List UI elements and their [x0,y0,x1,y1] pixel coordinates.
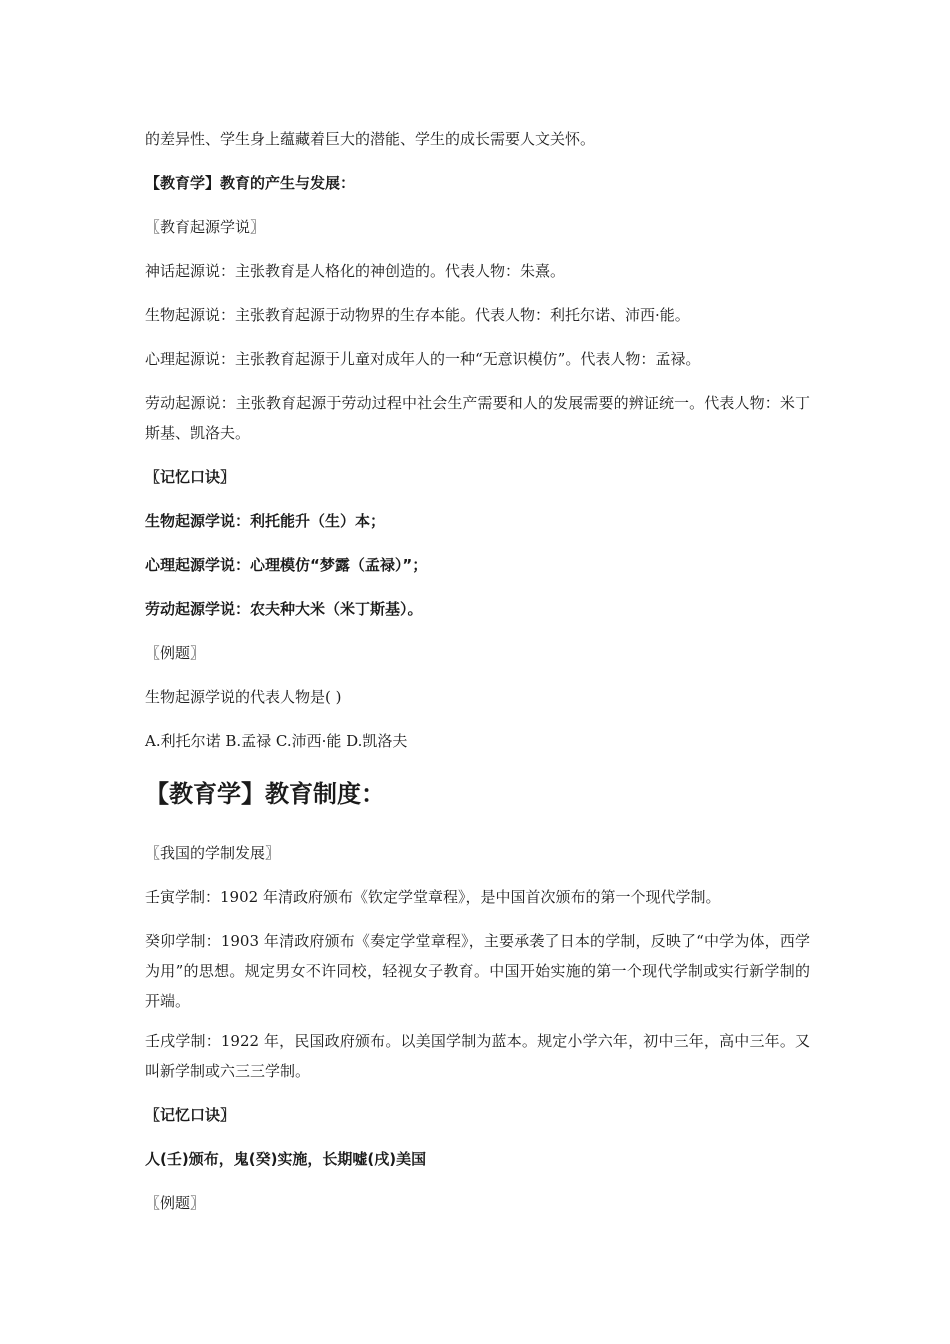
mnemonic-labor: 劳动起源学说：农夫种大米（米丁斯基）。 [145,600,423,618]
paragraph-labor-origin: 劳动起源说：主张教育起源于劳动过程中社会生产需要和人的发展需要的辨证统一。代表人物：米丁斯基、凯洛夫。 [145,394,810,442]
example-options: A.利托尔诺 B.孟禄 C.沛西·能 D.凯洛夫 [145,732,408,750]
paragraph-myth-origin: 神话起源说：主张教育是人格化的神创造的。代表人物：朱熹。 [145,262,566,280]
paragraph-biological-origin: 生物起源说：主张教育起源于动物界的生存本能。代表人物：利托尔诺、沛西·能。 [145,306,690,324]
paragraph-continuation: 的差异性、学生身上蕴藏着巨大的潜能、学生的成长需要人文关怀。 [145,130,596,148]
section-heading-system: 【教育学】教育制度： [145,780,385,808]
example-question: 生物起源学说的代表人物是( ) [145,688,342,706]
paragraph-renxu: 壬戌学制：1922 年，民国政府颁布。以美国学制为蓝本。规定小学六年，初中三年，高中三年。又叫新学制或六三三学制。 [145,1032,810,1080]
paragraph-psychological-origin: 心理起源说：主张教育起源于儿童对成年人的一种“无意识模仿”。代表人物：孟禄。 [145,350,701,368]
mnemonic-school-system: 人(壬)颁布，鬼(癸)实施，长期嘘(戌)美国 [145,1150,427,1168]
subheading-mnemonic-2: 〖记忆口诀〗 [145,1106,236,1124]
subheading-school-system: 〖我国的学制发展〗 [145,844,281,862]
subheading-origin-theories: 〖教育起源学说〗 [145,218,266,236]
mnemonic-psychological: 心理起源学说：心理模仿“梦露（孟禄）”； [145,556,428,574]
section-heading-origin: 【教育学】教育的产生与发展： [145,174,356,192]
subheading-example-2: 〖例题〗 [145,1194,206,1212]
subheading-example: 〖例题〗 [145,644,206,662]
paragraph-guimao: 癸卯学制：1903 年清政府颁布《奏定学堂章程》，主要承袭了日本的学制，反映了“中学为体，西学为用”的思想。规定男女不许同校，轻视女子教育。中国开始实施的第一个现代学制或实行新学制的开端。 [145,932,810,1010]
paragraph-renyin: 壬寅学制：1902 年清政府颁布《钦定学堂章程》，是中国首次颁布的第一个现代学制。 [145,888,721,906]
mnemonic-biological: 生物起源学说：利托能升（生）本； [145,512,386,530]
subheading-mnemonic: 〖记忆口诀〗 [145,468,236,486]
